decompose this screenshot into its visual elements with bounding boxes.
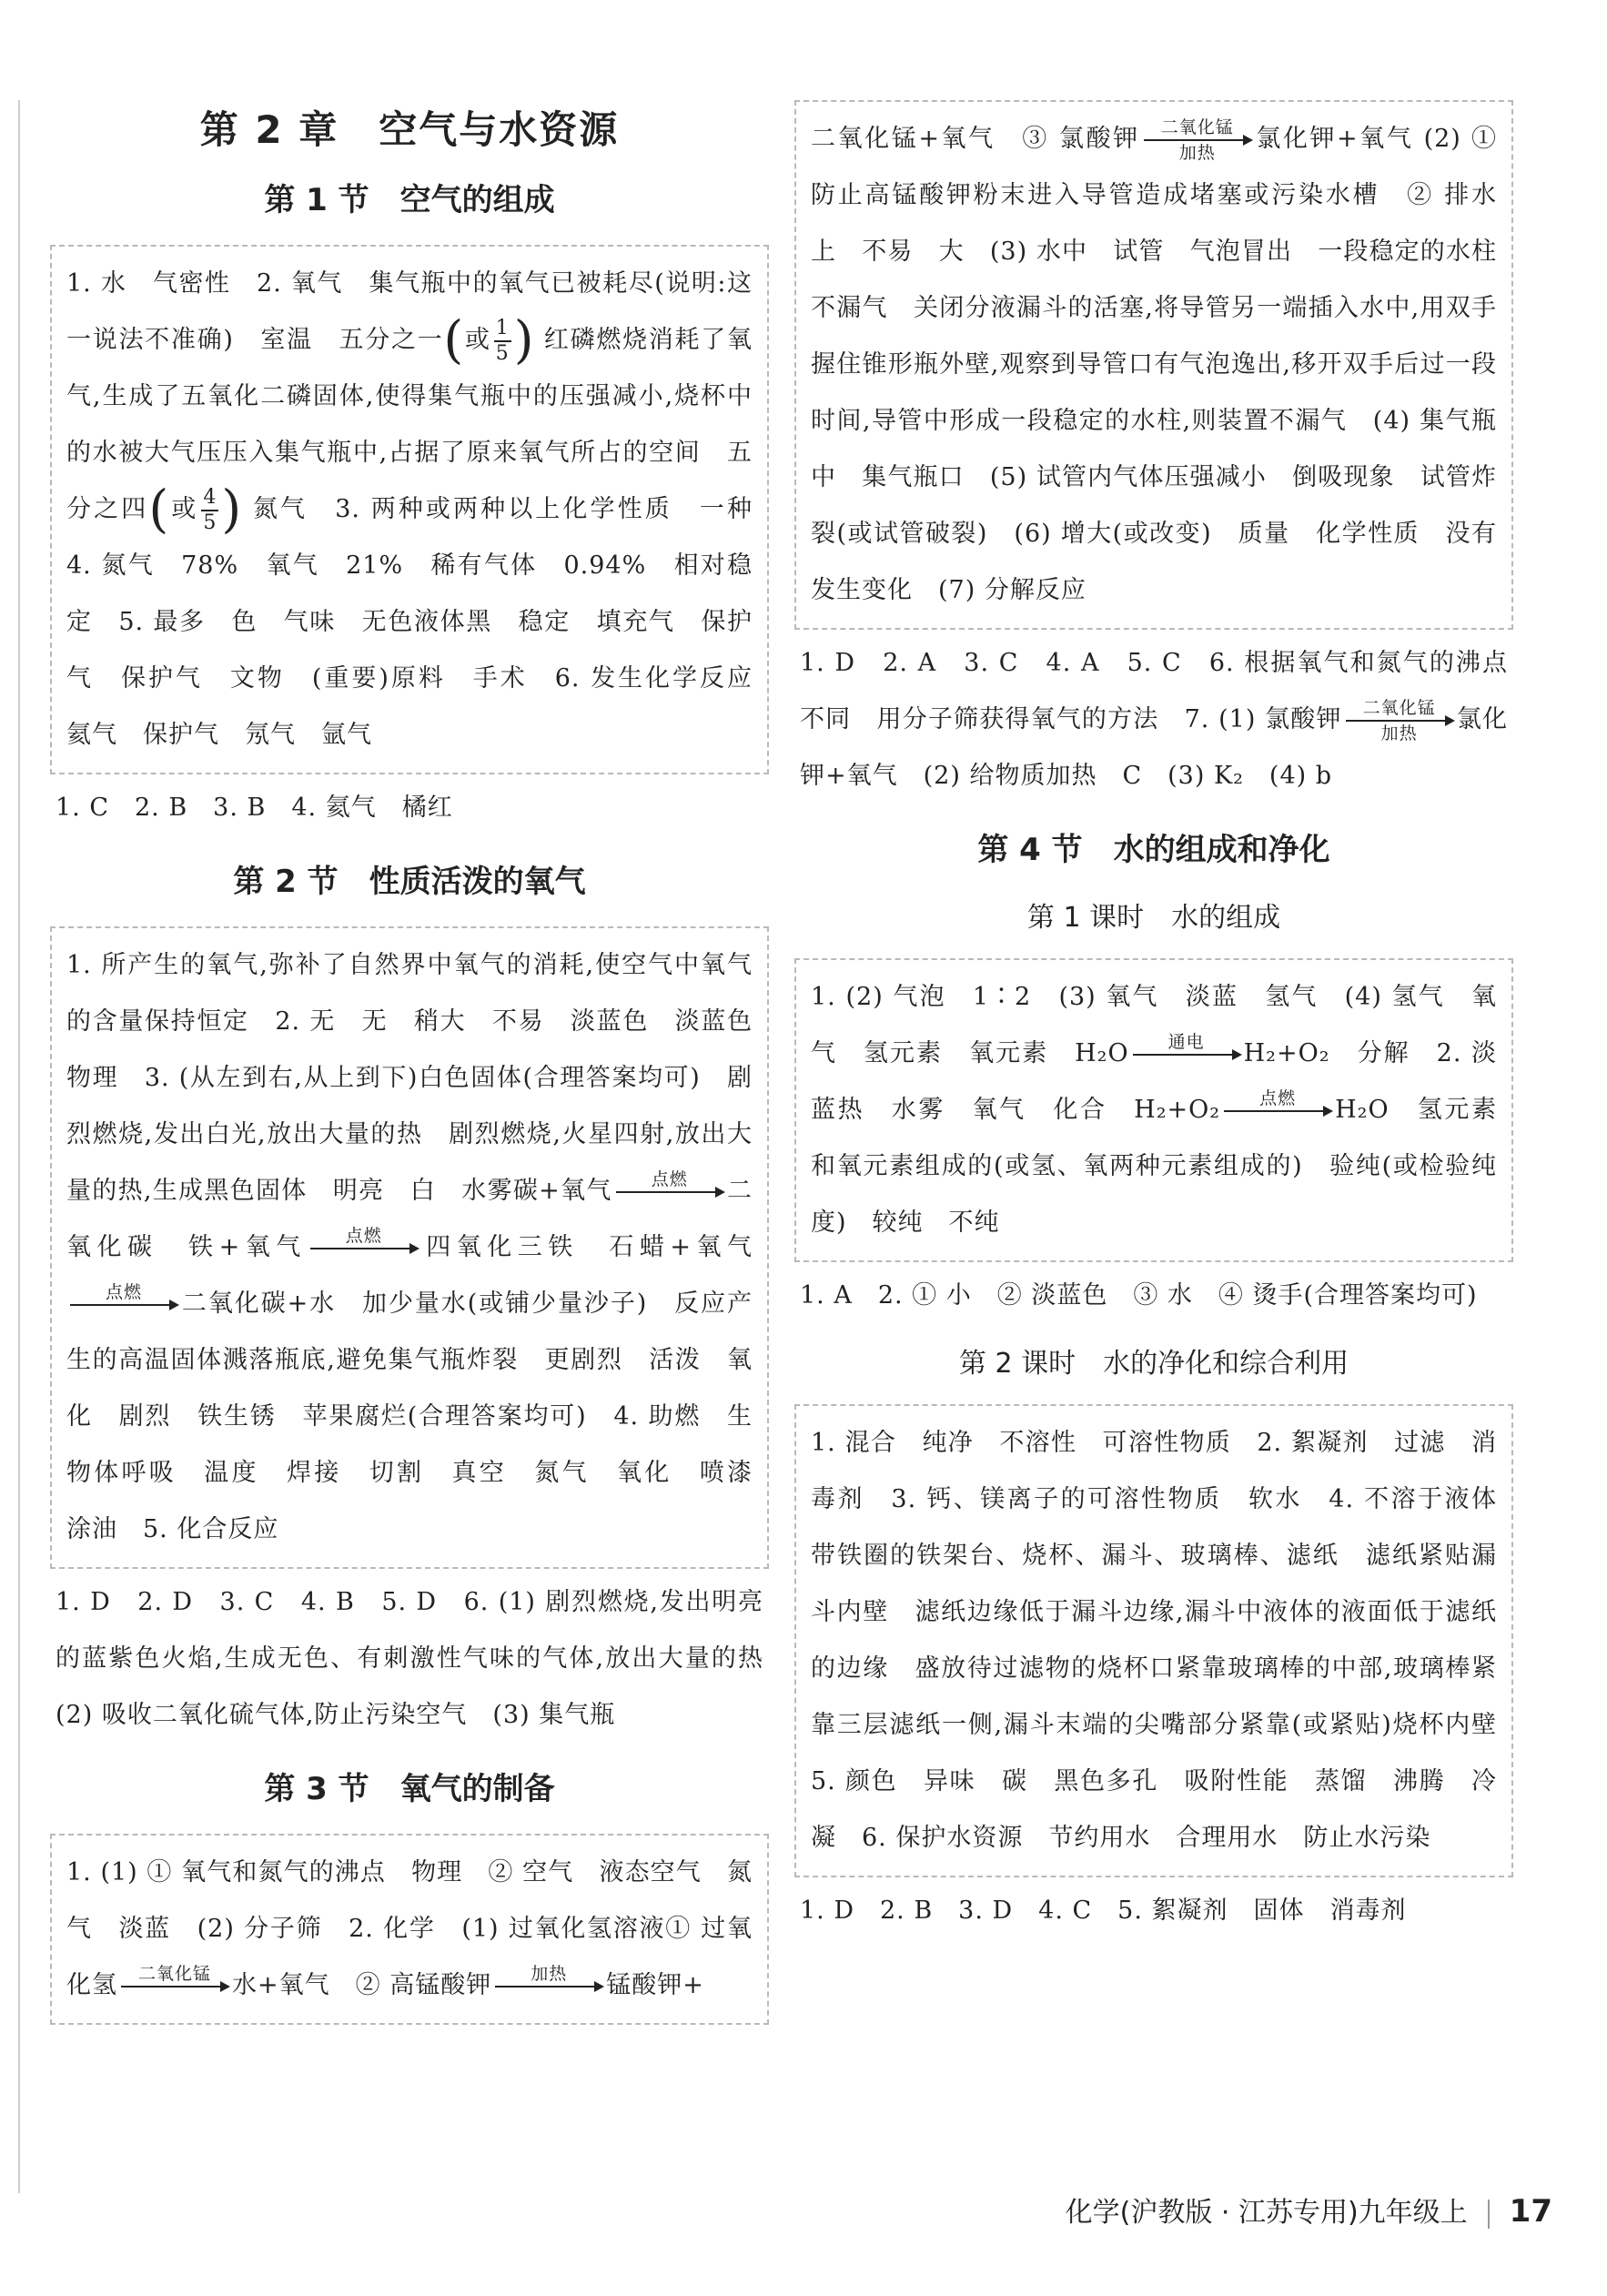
left-column	[50, 73, 789, 2025]
lesson-1-title: 第 1 课时 水的组成	[1026, 902, 1281, 934]
section-3-answer-box-right	[794, 100, 1522, 630]
l1-box-text: 1. (2) 气泡 1∶2 (3) 氧气 淡蓝 氢气 (4) 氢气 氧气 氢元素 氧元素 H₂O 通电 H₂+O₂ 分解 2. 淡蓝热 水雾 氧气 化合 H₂+O₂ 点燃 H₂O 氢元素和氧元素组成的(或氢、氧两种元素组成的) 验纯(或检验纯度) 较纯 不纯	[811, 983, 1497, 1237]
chapter-title: 第 2 章 空气与水资源	[199, 107, 620, 152]
lesson-2-exercise-answers: 1. D 2. B 3. D 4. C 5. 絮凝剂 固体 消毒剂	[800, 1896, 1407, 1925]
section-2-answer-box	[50, 926, 778, 1569]
fraction-one-fifth: $\frac{1}{5}$	[495, 316, 510, 365]
reaction-arrow: 点燃	[1224, 1110, 1331, 1112]
section-4-title: 第 4 节 水的组成和净化	[977, 832, 1330, 868]
section-2-title: 第 2 节 性质活泼的氧气	[233, 864, 586, 900]
reaction-arrow: 二氧化锰	[121, 1986, 228, 1988]
lesson-1-answer-box	[794, 958, 1513, 1262]
reaction-arrow: 加热	[495, 1986, 602, 1988]
fraction-four-fifths: $\frac{4}{5}$	[203, 485, 217, 534]
section-1-exercise-answers: 1. C 2. B 3. B 4. 氦气 橘红	[56, 794, 453, 822]
reaction-arrow: 点燃	[310, 1248, 418, 1249]
reaction-arrow: 通电	[1133, 1054, 1240, 1056]
left-margin-line	[18, 100, 20, 2193]
section-3-exercise-answers: 1. D 2. A 3. C 4. A 5. C 6. 根据氧气和氮气的沸点不同 用分子筛获得氧气的方法 7. (1) 氯酸钾 二氧化锰 加热 氯化钾+氧气 (2) 给物质加热 C (3) K₂ (4) b	[800, 649, 1509, 790]
footer-divider	[1488, 2200, 1490, 2229]
reaction-arrow: 点燃	[616, 1191, 723, 1193]
section-2-exercise-answers: 1. D 2. D 3. C 4. B 5. D 6. (1) 剧烈燃烧,发出明亮的蓝紫色火焰,生成无色、有刺激性气味的气体,放出大量的热 (2) 吸收二氧化硫气体,防止污染空气 (3) 集气瓶	[56, 1588, 789, 1729]
reaction-arrow: 点燃	[70, 1304, 177, 1306]
lesson-2-answer-box	[794, 1404, 1522, 1877]
footer-subject: 化学(沪教版 · 江苏专用)九年级上	[1065, 2197, 1468, 2229]
s3-box-left-text: 1. (1) ① 氧气和氮气的沸点 物理 ② 空气 液态空气 氮气 淡蓝 (2) 分子筛 2. 化学 (1) 过氧化氢溶液① 过氧化氢 二氧化锰 水+氧气 ② 高锰酸钾 加热 锰酸钾+	[66, 1858, 753, 1999]
section-3-answer-box-left	[50, 1834, 769, 2025]
section-3-title: 第 3 节 氧气的制备	[264, 1771, 555, 1807]
l2-box-text: 1. 混合 纯净 不溶性 可溶性物质 2. 絮凝剂 过滤 消毒剂 3. 钙、镁离子的可溶性物质 软水 4. 不溶于液体 带铁圈的铁架台、烧杯、漏斗、玻璃棒、滤纸 滤纸紧贴漏斗内壁 滤纸边缘低于漏斗边缘,漏斗中液体的液面低于滤纸的边缘 盛放待过滤物的烧杯口紧靠玻璃棒的中部,玻璃棒紧靠三层滤纸一侧,漏斗末端的尖嘴部分紧靠(或紧贴)烧杯内壁 5. 颜色 异味 碳 黑色多孔 吸附性能 蒸馏 沸腾 冷凝 6. 保护水资源 节约用水 合理用水 防止水污染	[811, 1429, 1522, 1852]
section-1-answer-box	[50, 245, 779, 774]
s2-box-text: 1. 所产生的氧气,弥补了自然界中氧气的消耗,使空气中氧气的含量保持恒定 2. 无 无 稍大 不易 淡蓝色 淡蓝色 物理 3. (从左到右,从上到下)白色固体(合理答案均可) 剧烈燃烧,发出白光,放出大量的热 剧烈燃烧,火星四射,放出大量的热,生成黑色固体 明亮 白 水雾碳+氧气 点燃 二氧化碳 铁+氧气 点燃 四氧化三铁 石蜡+氧气 点燃 二氧化碳+水 加少量水(或铺少量沙子) 反应产生的高温固体溅落瓶底,避免集气瓶炸裂 更剧烈 活泼 氧化 剧烈 铁生锈 苹果腐烂(合理答案均可) 4. 助燃 生物体呼吸 温度 焊接 切割 真空 氮气 氧化 喷漆 涂油 5. 化合反应	[66, 951, 778, 1543]
right-column	[794, 73, 1522, 1943]
s1-box-text: 1. 水 气密性 2. 氧气 集气瓶中的氧气已被耗尽(说明:这一说法不准确) 室温 五分之一(或 $\frac{1}{5}$ ) 红磷燃烧消耗了氧气,生成了五氧化二磷固体,使得集气瓶中的压强减小,烧杯中的水被大气压压入集气瓶中,占据了原来氧气所占的空间 五分之四(或 $\frac{4}{5}$ ) 氮气 3. 两种或两种以上化学性质 一种 4. 氮气 78% 氧气 21% 稀有气体 0.94% 相对稳定 5. 最多 色 气味 无色液体黑 稳定 填充气 保护气 保护气 文物 (重要)原料 手术 6. 发生化学反应 氦气 保护气 氖气 氩气	[66, 269, 779, 749]
lesson-2-title: 第 2 课时 水的净化和综合利用	[958, 1348, 1349, 1380]
s3-box-right-text: 二氧化锰+氧气 ③ 氯酸钾 二氧化锰 加热 氯化钾+氧气 (2) ① 防止高锰酸钾粉末进入导管造成堵塞或污染水槽 ② 排水 上 不易 大 (3) 水中 试管 气泡冒出 一段稳定的水柱 不漏气 关闭分液漏斗的活塞,将导管另一端插入水中,用双手握住锥形瓶外壁,观察到导管口有气泡逸出,移开双手后过一段时间,导管中形成一段稳定的水柱,则装置不漏气 (4) 集气瓶中 集气瓶口 (5) 试管内气体压强减小 倒吸现象 试管炸裂(或试管破裂) (6) 增大(或改变) 质量 化学性质 没有发生变化 (7) 分解反应	[811, 116, 1522, 604]
reaction-arrow: 二氧化锰 加热	[1346, 720, 1453, 722]
reaction-arrow: 二氧化锰 加热	[1144, 139, 1251, 141]
page-number: 17	[1509, 2193, 1552, 2230]
page-footer	[1066, 2190, 1552, 2230]
section-1-title: 第 1 节 空气的组成	[264, 182, 555, 218]
lesson-1-exercise-answers: 1. A 2. ① 小 ② 淡蓝色 ③ 水 ④ 烫手(合理答案均可)	[800, 1281, 1478, 1310]
